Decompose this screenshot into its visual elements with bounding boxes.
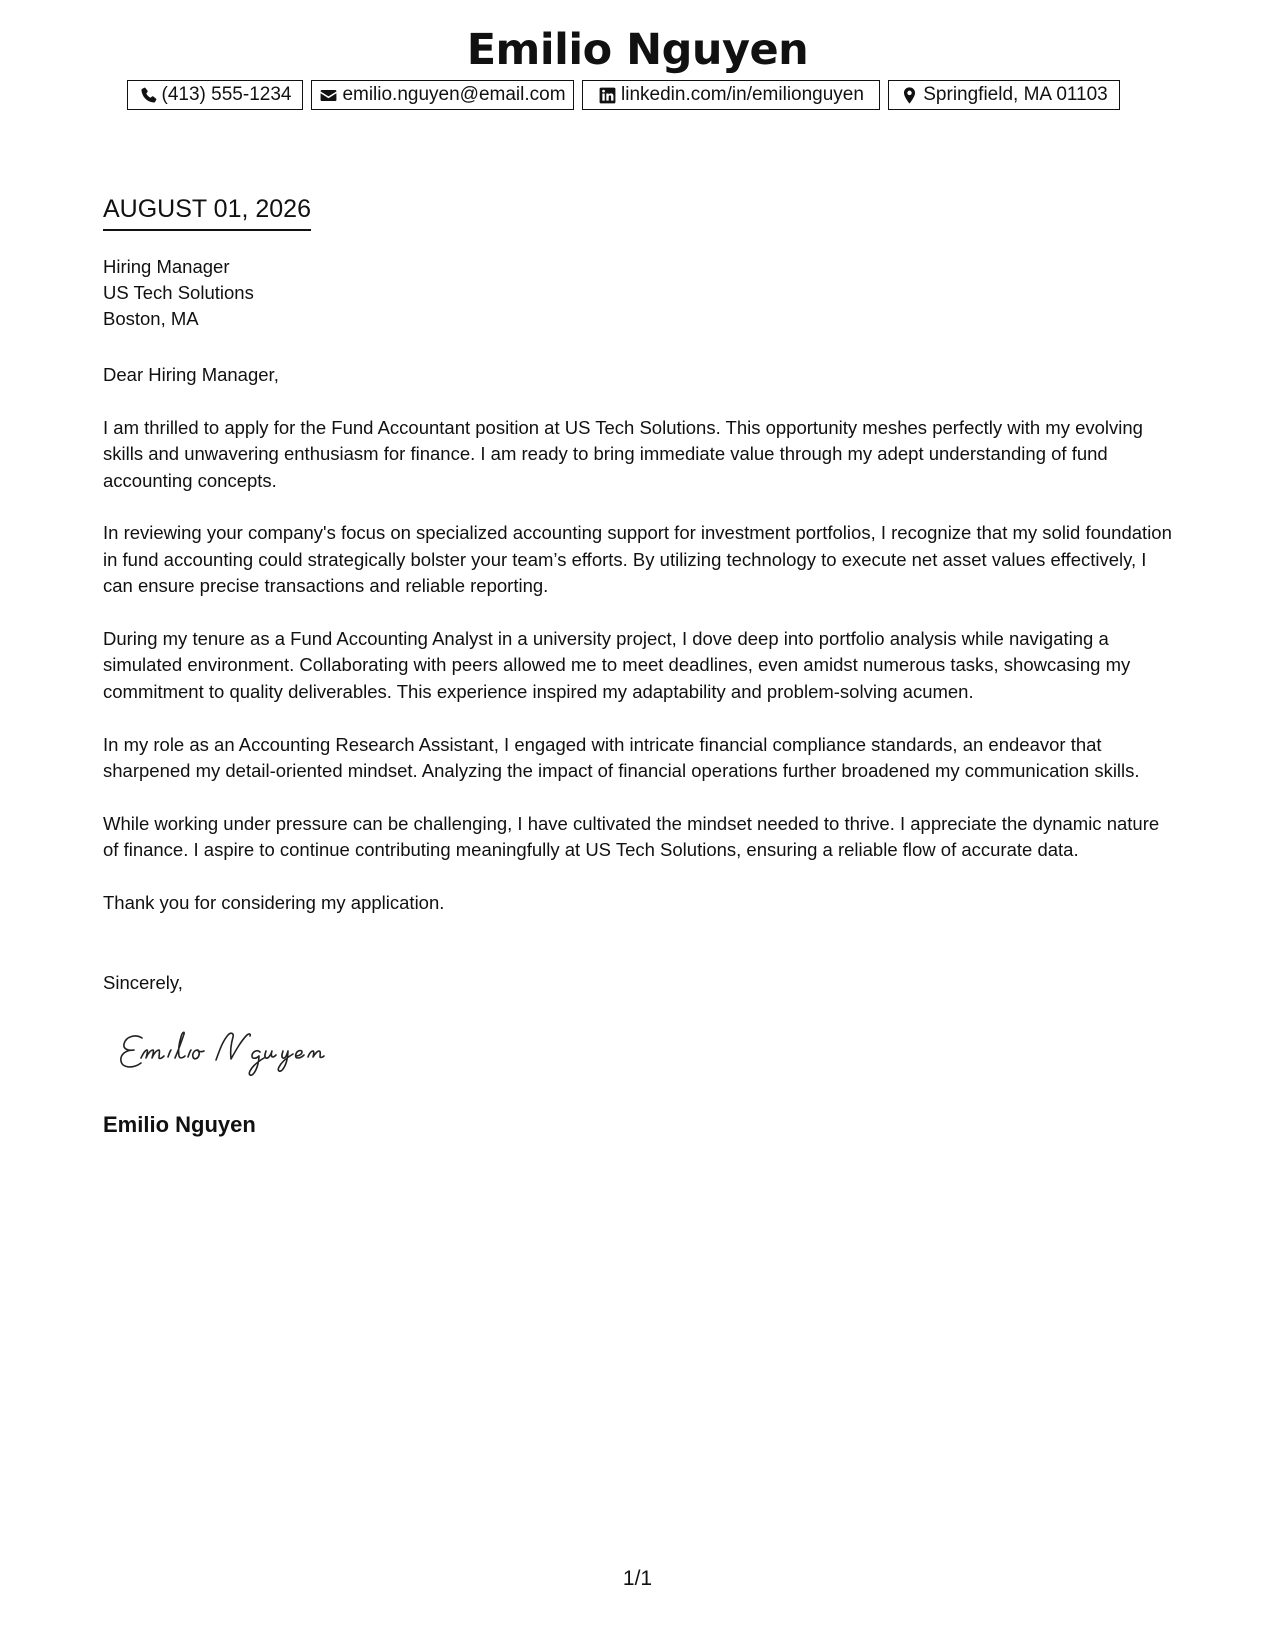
contact-email-text: emilio.nguyen@email.com [342,84,566,105]
contact-phone [127,80,303,110]
contact-email [311,80,574,110]
contact-linkedin [582,80,880,110]
letter-body [103,362,1173,943]
recipient-title: Hiring Manager [103,256,230,277]
handwritten-signature [118,1020,348,1080]
recipient-block [103,254,254,332]
recipient-location: Boston, MA [103,308,199,329]
body-paragraph: Thank you for considering my application. [103,892,445,914]
body-paragraph: In my role as an Accounting Research Assistant, I engaged with intricate financial compliance standards, an endeavor that sharpened my detail-oriented mindset. Analyzing the impact of financial operations further broadened my communication skills. [103,733,1140,782]
envelope-icon [319,86,338,105]
body-paragraph: During my tenure as a Fund Accounting Analyst in a university project, I dove deep into portfolio analysis while navigating a simulated environment. Collaborating with peers allowed me to meet deadlines, even amidst numerous tasks, showcasing my commitment to quality deliverables. This experience inspired my adaptability and problem-solving acumen. [103,628,1131,702]
applicant-name-heading: Emilio Nguyen [466,25,809,75]
phone-icon [139,86,158,105]
contact-linkedin-text: linkedin.com/in/emilionguyen [621,84,864,105]
body-paragraph: In reviewing your company's focus on specialized accounting support for investment portfolios, I recognize that my solid foundation in fund accounting could strategically bolster your team’s efforts. By utilizing technology to execute net asset values effectively, I can ensure precise transactions and reliable reporting. [103,522,1172,597]
closing: Sincerely, [103,972,183,993]
contact-phone-text: (413) 555-1234 [161,84,292,105]
recipient-company: US Tech Solutions [103,282,254,303]
body-paragraph: While working under pressure can be challenging, I have cultivated the mindset needed to thrive. I appreciate the dynamic nature of finance. I aspire to continue contributing meaningfully at US Tech Solutions, ensuring a reliable flow of accurate data. [103,812,1160,861]
contact-location [888,80,1120,110]
contact-location-text: Springfield, MA 01103 [923,84,1108,105]
linkedin-icon [598,86,617,105]
body-paragraph: I am thrilled to apply for the Fund Accountant position at US Tech Solutions. This opportunity meshes perfectly with my evolving skills and unwavering enthusiasm for finance. I am ready to bring immediate value through my adept understanding of fund accounting concepts. [103,416,1143,491]
letter-date: AUGUST 01, 2026 [103,192,311,231]
signed-name: Emilio Nguyen [103,1112,256,1137]
map-pin-icon [900,86,919,105]
contact-bar [127,80,1120,110]
page-number: 1/1 [622,1567,653,1590]
salutation: Dear Hiring Manager, [103,364,279,385]
